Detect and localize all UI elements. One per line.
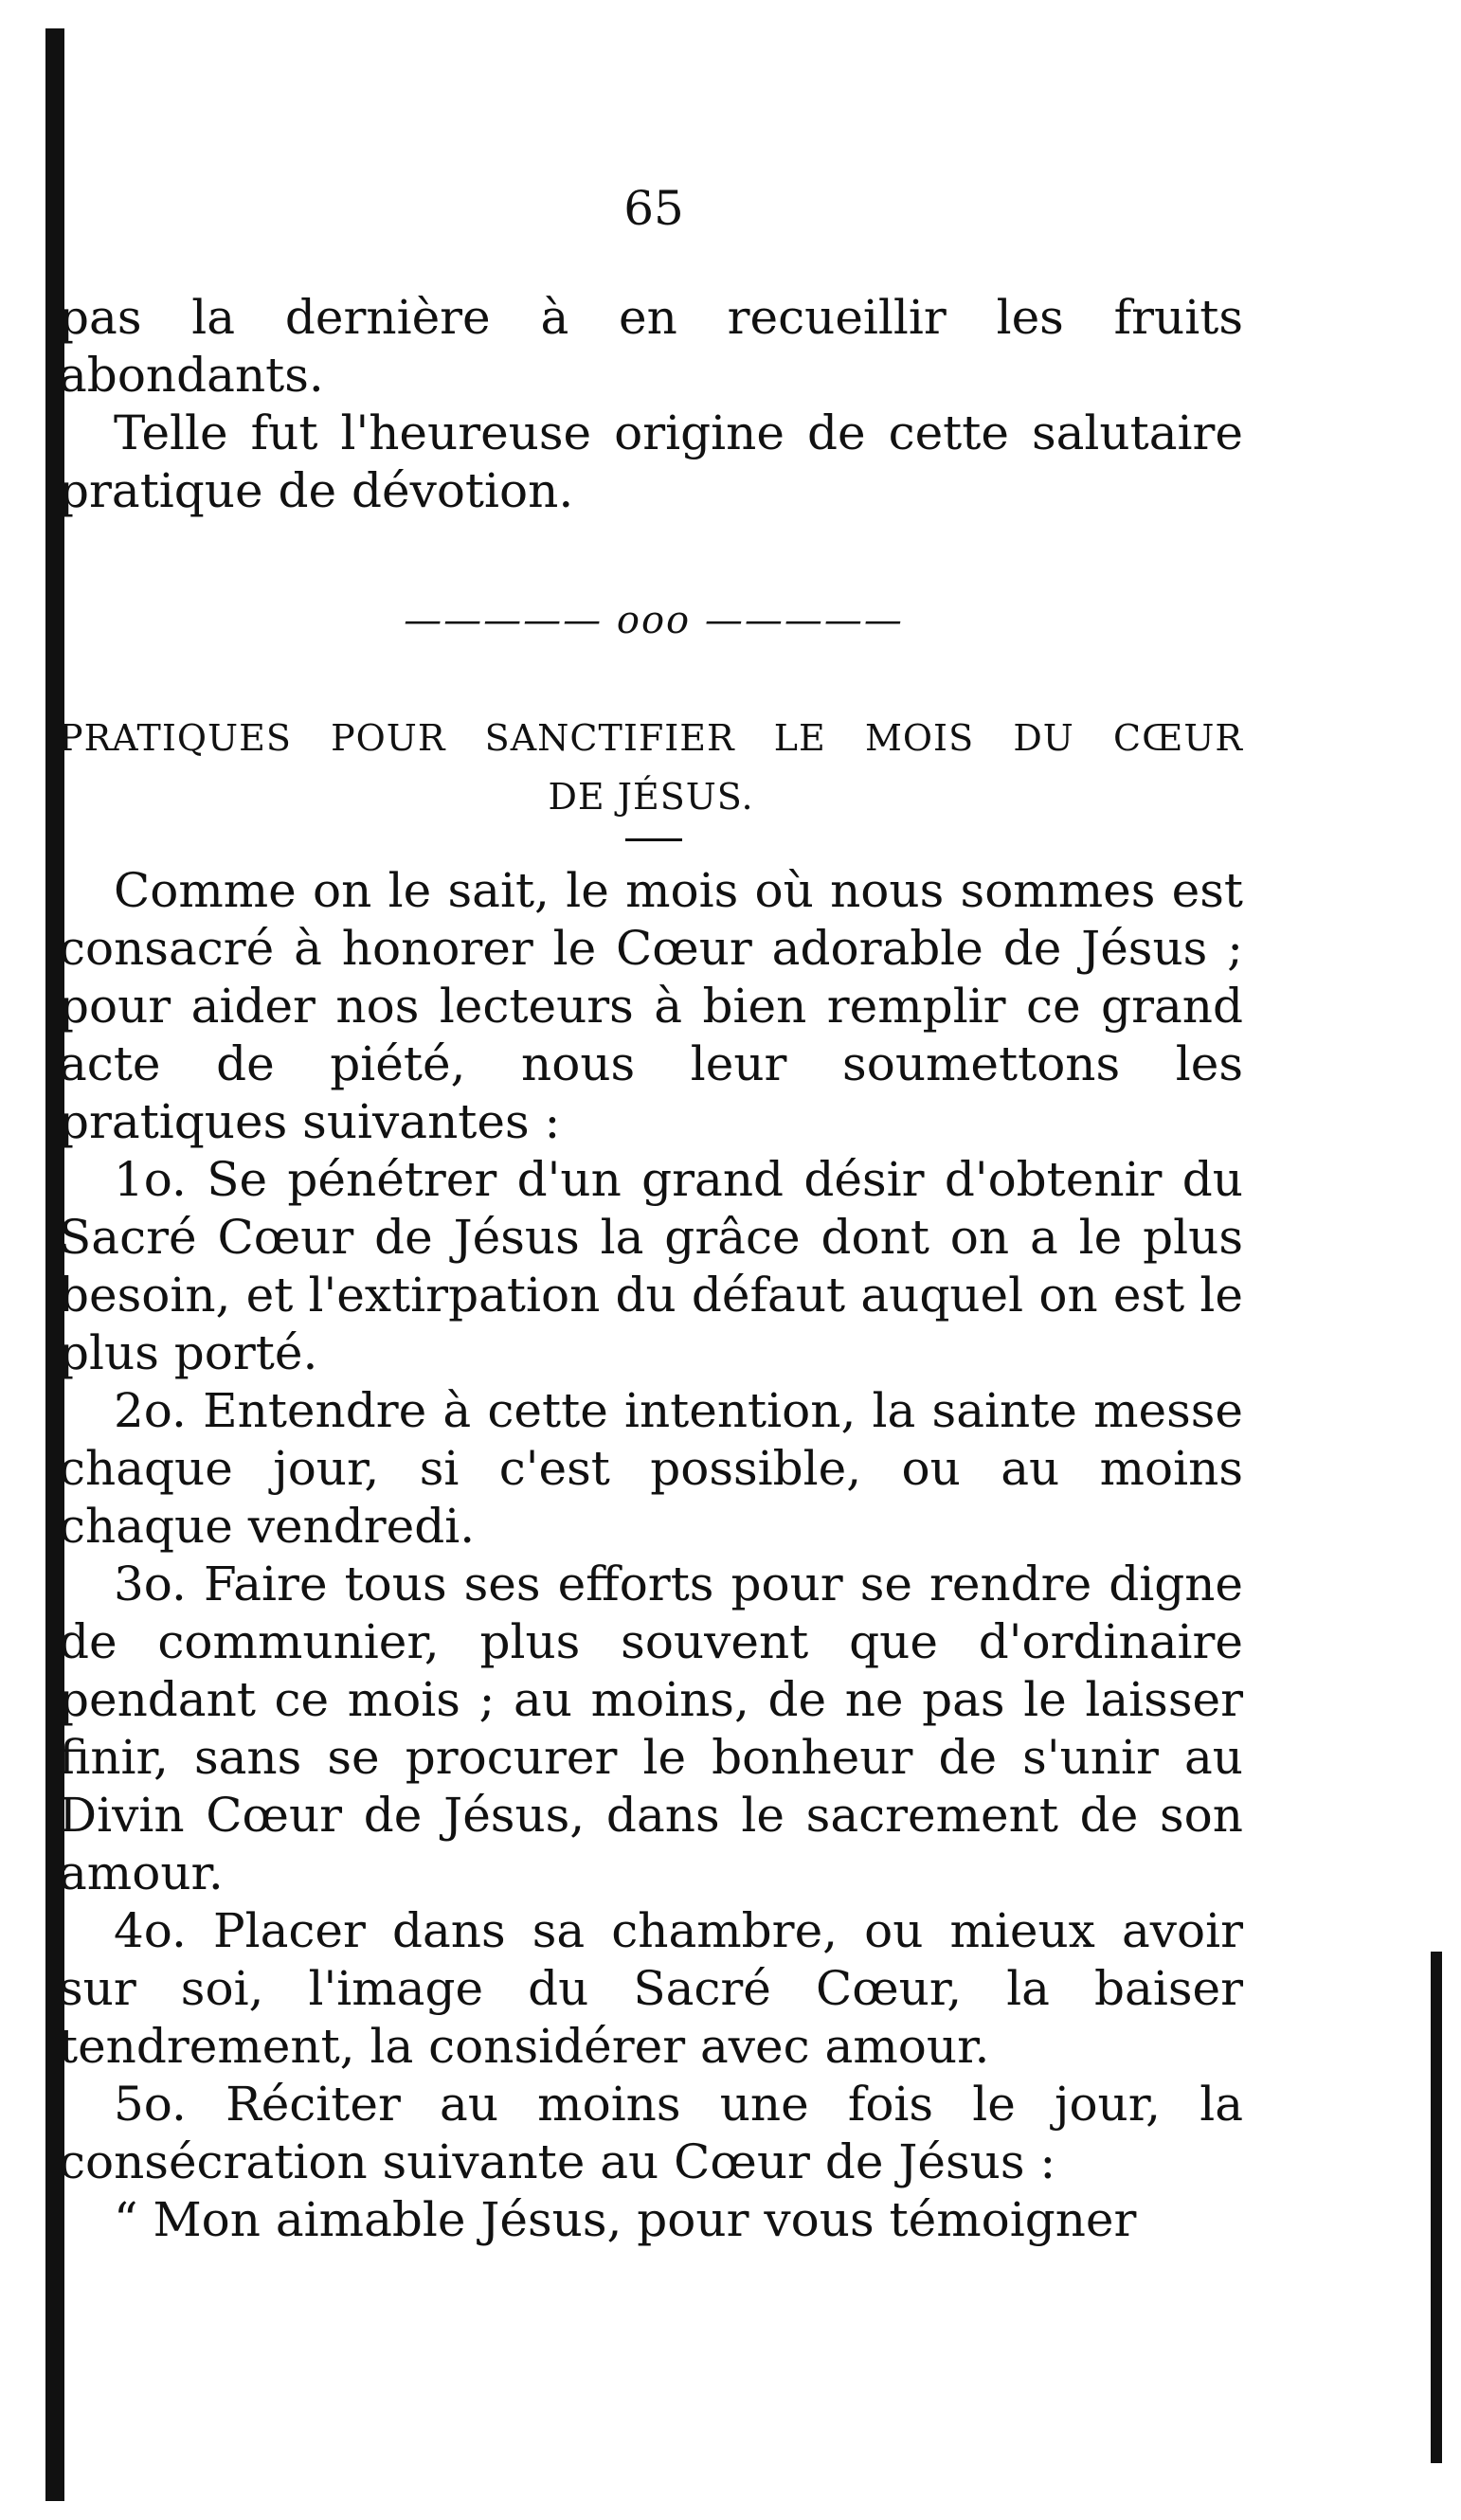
section-separator: ————— ooo —————: [404, 599, 904, 642]
practice-item-5: 5o. Réciter au moins une fois le jour, la consécration suivante au Cœur de Jésus :: [59, 2077, 1243, 2189]
intro-text: [59, 289, 1243, 520]
practice-item-3: 3o. Faire tous ses efforts pour se rendre digne de communier, plus souvent que d'ordinaire pendant ce mois ; au moins, de ne pas le laisser finir, sans se procurer le bonheur de s'unir au Divin Cœur de Jésus, dans le sacrement de son amour.: [59, 1557, 1243, 1900]
intro-paragraph: Telle fut l'heureuse origine de cette salutaire pratique de dévotion.: [59, 405, 1243, 518]
intro-paragraph: pas la dernière à en recueillir les fruits abondants.: [59, 290, 1243, 403]
practice-item-1: 1o. Se pénétrer d'un grand désir d'obtenir du Sacré Cœur de Jésus la grâce dont on a le plus besoin, et l'extirpation du défaut auquel on est le plus porté.: [59, 1152, 1243, 1380]
page-number: 65: [623, 181, 684, 236]
body-paragraph: Comme on le sait, le mois où nous sommes est consacré à honorer le Cœur adorable de Jésus ; pour aider nos lecteurs à bien remplir ce grand acte de piété, nous leur soumettons les pratiques suivantes :: [59, 863, 1243, 1149]
section-heading-line: DE JÉSUS.: [548, 776, 754, 818]
prayer-start: “ Mon aimable Jésus, pour vous témoigner: [114, 2192, 1137, 2247]
section-heading: [59, 709, 1243, 826]
page-edge-shadow-right: [1431, 1952, 1442, 2463]
practice-item-4: 4o. Placer dans sa chambre, ou mieux avoir sur soi, l'image du Sacré Cœur, la baiser tendrement, la considérer avec amour.: [59, 1903, 1243, 2074]
practice-item-2: 2o. Entendre à cette intention, la sainte messe chaque jour, si c'est possible, ou au moins chaque vendredi.: [59, 1383, 1243, 1554]
section-heading-line: PRATIQUES POUR SANCTIFIER LE MOIS DU CŒUR: [59, 717, 1243, 759]
heading-rule: [625, 838, 682, 841]
body-text: [59, 862, 1243, 2249]
